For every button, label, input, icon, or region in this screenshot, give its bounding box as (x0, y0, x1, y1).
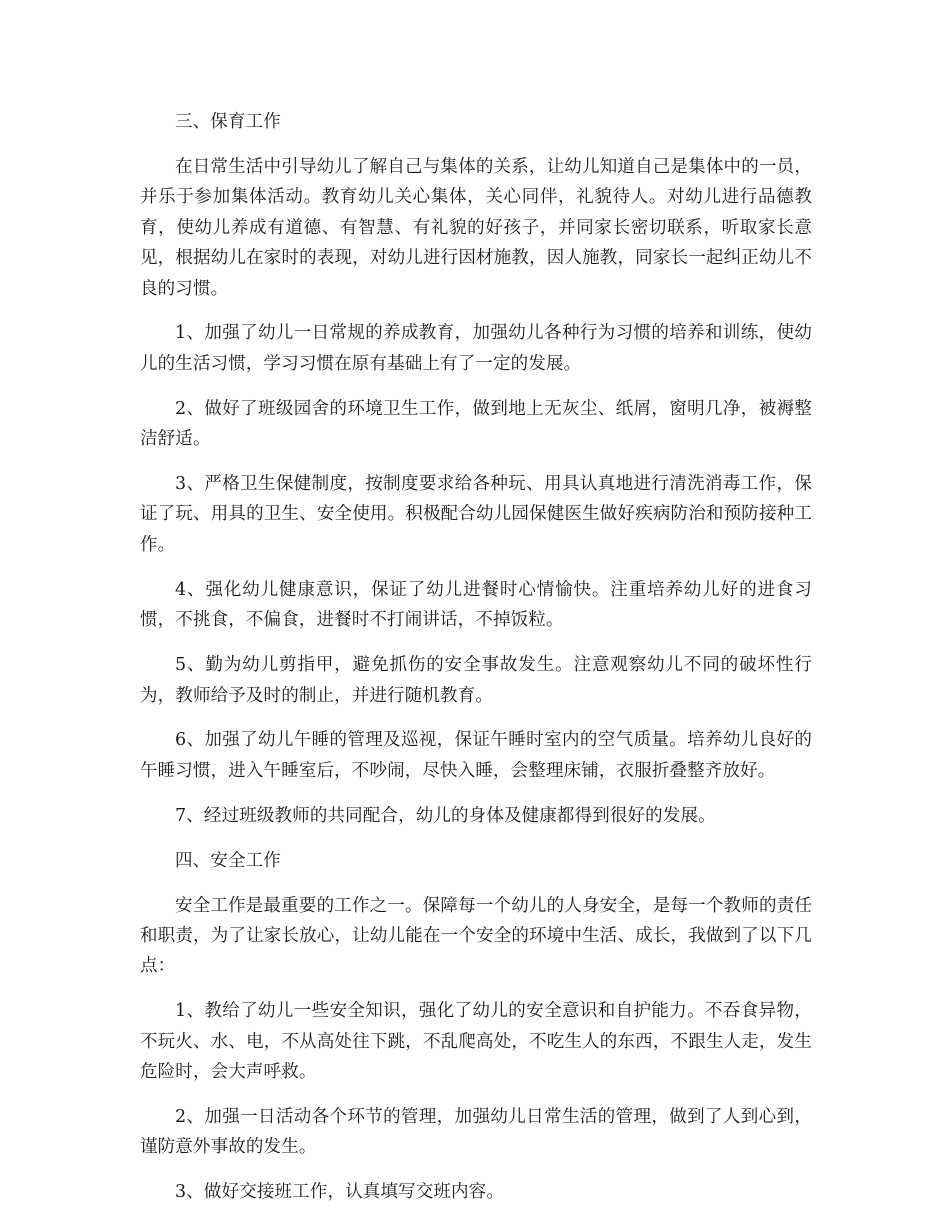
document-body (140, 107, 812, 1222)
section-heading-childcare: 三、保育工作 (175, 112, 281, 132)
paragraph-safety-intro: 安全工作是最重要的工作之一。保障每一个幼儿的人身安全，是每一个教师的责任和职责，为了让家长放心，让幼儿能在一个安全的环境中生活、成长，我做到了以下几点： (140, 895, 812, 977)
list-item-childcare-6: 6、加强了幼儿午睡的管理及巡视，保证午睡时室内的空气质量。培养幼儿良好的午睡习惯，进入午睡室后，不吵闹，尽快入睡，会整理床铺，衣服折叠整齐放好。 (140, 730, 812, 781)
list-item-childcare-1: 1、加强了幼儿一日常规的养成教育，加强幼儿各种行为习惯的培养和训练，使幼儿的生活习惯，学习习惯在原有基础上有了一定的发展。 (140, 323, 812, 374)
list-item-childcare-2: 2、做好了班级园舍的环境卫生工作，做到地上无灰尘、纸屑，窗明几净，被褥整洁舒适。 (140, 398, 812, 450)
list-item-childcare-7: 7、经过班级教师的共同配合，幼儿的身体及健康都得到很好的发展。 (175, 805, 716, 826)
list-item-safety-2: 2、加强一日活动各个环节的管理，加强幼儿日常生活的管理，做到了人到心到，谨防意外事故的发生。 (140, 1106, 812, 1158)
paragraph-childcare-intro: 在日常生活中引导幼儿了解自己与集体的关系，让幼儿知道自己是集体中的一员，并乐于参加集体活动。教育幼儿关心集体，关心同伴，礼貌待人。对幼儿进行品德教育，使幼儿养成有道德、有智慧、有礼貌的好孩子，并同家长密切联系，听取家长意见，根据幼儿在家时的表现，对幼儿进行因材施教，因人施教，同家长一起纠正幼儿不良的习惯。 (140, 156, 812, 299)
section-heading-safety: 四、安全工作 (175, 850, 281, 871)
list-item-childcare-5: 5、勤为幼儿剪指甲，避免抓伤的安全事故发生。注意观察幼儿不同的破坏性行为，教师给予及时的制止，并进行随机教育。 (140, 655, 812, 706)
list-item-safety-1: 1、教给了幼儿一些安全知识，强化了幼儿的安全意识和自护能力。不吞食异物，不玩火、水、电，不从高处往下跳，不乱爬高处，不吃生人的东西，不跟生人走，发生危险时，会大声呼救。 (140, 1001, 812, 1083)
list-item-safety-3: 3、做好交接班工作，认真填写交班内容。 (175, 1182, 504, 1203)
list-item-childcare-3: 3、严格卫生保健制度，按制度要求给各种玩、用具认真地进行清洗消毒工作，保证了玩、用具的卫生、安全使用。积极配合幼儿园保健医生做好疾病防治和预防接种工作。 (140, 474, 812, 555)
list-item-childcare-4: 4、强化幼儿健康意识，保证了幼儿进餐时心情愉快。注重培养幼儿好的进食习惯，不挑食，不偏食，进餐时不打闹讲话，不掉饭粒。 (140, 579, 812, 631)
